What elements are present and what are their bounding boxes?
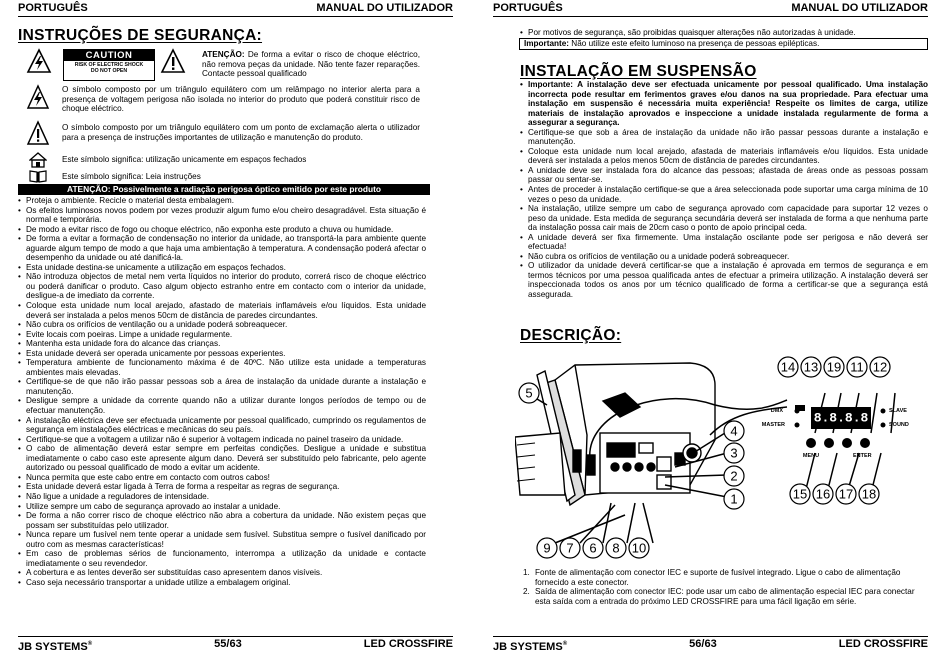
callout-10	[629, 538, 649, 558]
footer-page-number: 55/63	[214, 638, 242, 650]
svg-text:2: 2	[730, 468, 738, 484]
caution-line1: RISK OF ELECTRIC SHOCK	[74, 62, 144, 68]
symbol-indoor-text: Este símbolo significa: utilização unicamente em espaços fechados	[62, 155, 307, 164]
section-title-description: DESCRIÇÃO:	[520, 327, 622, 344]
list-item: • Na instalação, utilize sempre um cabo de segurança aprovado com capacidade para suportar 12 vezes o peso da unidade. Esta medida de segurança secundária deverá ser instalada de forma a que nenhuma parte da instalação possa cair mais de 20cm caso o ponto de apoio principal ceda.	[520, 204, 928, 233]
exclamation-triangle-icon	[26, 120, 50, 146]
section-title-safety: INSTRUÇÕES DE SEGURANÇA:	[18, 27, 263, 44]
footer-product: LED CROSSFIRE	[363, 638, 453, 650]
page-footer	[18, 636, 453, 651]
list-item: • Evite locais com poeiras. Limpe a unidade regularmente.	[18, 330, 426, 340]
lightning-warning-icon	[26, 48, 52, 74]
list-item: • Por motivos de segurança, são proibidas quaisquer alterações não autorizadas à unidade.	[520, 28, 935, 38]
callout-8	[606, 538, 626, 558]
device-diagram	[515, 345, 940, 565]
svg-text:8: 8	[612, 540, 620, 556]
list-item: • Não cubra os orifícios de ventilação ou a unidade poderá sobreaquecer.	[520, 252, 928, 262]
list-item: • Coloque esta unidade num local arejado, afastada de materiais inflamáveis e/ou líquidos. Esta unidade deverá ser instalada a pelos menos 50cm de distância de paredes circundantes.	[520, 147, 928, 166]
page-right	[475, 0, 950, 654]
list-item: • A cobertura e as lentes deverão ser substituídas caso apresentem danos visíveis.	[18, 568, 426, 578]
warning-bar: ATENÇÃO: Possivelmente a radiação perigosa óptico emitido por este produto	[18, 184, 430, 195]
header-language: PORTUGUÊS	[493, 2, 563, 14]
list-item: • De forma a não correr risco de choque eléctrico não abra a cobertura da unidade. Não existem peças que possam ser substituídas pelo utilizador.	[18, 511, 426, 530]
callout-6	[583, 538, 603, 558]
display-readout: 8.8.8.8	[813, 410, 869, 426]
svg-text:5: 5	[525, 385, 533, 401]
svg-text:13: 13	[803, 359, 819, 375]
svg-text:19: 19	[826, 359, 842, 375]
attention-text-block	[202, 50, 420, 79]
svg-text:18: 18	[861, 486, 877, 502]
list-item: • Mantenha esta unidade fora do alcance das crianças.	[18, 339, 426, 349]
list-item: • A unidade deve ser instalada fora do alcance das pessoas; afastada de áreas onde as pessoas possam passar ou sentar-se.	[520, 166, 928, 185]
device-body	[515, 363, 715, 505]
svg-text:17: 17	[838, 486, 854, 502]
panel-label-sound: SOUND	[889, 422, 909, 428]
exclamation-warning-icon	[160, 48, 186, 74]
list-item: • Proteja o ambiente. Recicle o material desta embalagem.	[18, 196, 426, 206]
top-bullet-list	[520, 28, 935, 38]
svg-text:14: 14	[780, 359, 796, 375]
list-item: • Esta unidade deverá ser operada unicamente por pessoas experientes.	[18, 349, 426, 359]
list-item: • Nunca repare um fusível nem tente operar a unidade sem fusível. Substitua sempre o fusível danificado por outro com as mesmas características!	[18, 530, 426, 549]
symbol-read-text: Este símbolo significa: Leia instruções	[62, 172, 201, 181]
list-item: • Coloque esta unidade num local arejado, afastado de materiais inflamáveis e/ou líquidos. Esta unidade deverá ser instalada a pelos menos 50cm de distância de paredes circundantes.	[18, 301, 426, 320]
list-item: • De modo a evitar risco de fogo ou choque eléctrico, não exponha este produto a chuva ou humidade.	[18, 225, 426, 235]
list-item: • Não cubra os orifícios de ventilação ou a unidade poderá sobreaquecer.	[18, 320, 426, 330]
callout-2	[724, 466, 744, 486]
list-item: • Certifique-se de que não irão passar pessoas sob a área de instalação da unidade durante a instalação e manutenção.	[18, 377, 426, 396]
callout-18	[859, 484, 879, 504]
list-item: • Os efeitos luminosos novos podem por vezes produzir algum fumo e/ou cheiro desagradável. Esta situação é normal e temporária.	[18, 206, 426, 225]
item-text: Saída de alimentação com conector IEC: pode usar um cabo de alimentação especial IEC para conectar esta saída com a entrada do próximo LED CROSSFIRE para uma fácil ligação em série.	[535, 587, 915, 606]
callout-7	[560, 538, 580, 558]
item-number: 2.	[523, 587, 530, 597]
attention-text: De forma a evitar o risco de choque eléctrico, não remova peças da unidade. Não tente fazer reparações. Contacte pessoal qualificado	[202, 50, 420, 79]
list-item: • Importante: A instalação deve ser efectuada unicamente por pessoal qualificado. Uma instalação incorrecta pode resultar em ferimentos graves e/ou danos na sua propriedade. Para efectuar uma instalação em suspensão é necessária muita experiência! Respeite os limites de carga, utilize materiais de instalação aprovados e inspeccione a unidade instalada regularmente de forma a assegurar a segurança.	[520, 80, 928, 128]
list-item: • A instalação eléctrica deve ser efectuada unicamente por pessoal qualificado, cumprindo os regulamentos de segurança em instalações eléctricas e mecânicas do seu país.	[18, 416, 426, 435]
panel-label-slave: SLAVE	[889, 408, 907, 414]
important-box	[519, 38, 928, 50]
caution-line2: DO NOT OPEN	[90, 68, 128, 74]
callout-13	[801, 357, 821, 377]
callout-3	[724, 443, 744, 463]
attention-prefix: ATENÇÃO:	[202, 50, 245, 59]
list-item: • Certifique-se que sob a área de instalação da unidade não irão passar pessoas durante a instalação e manutenção.	[520, 128, 928, 147]
list-item: • O utilizador da unidade deverá certificar-se que a instalação é aprovada em termos de segurança e em termos técnicos por uma pessoa qualificada antes de efectuar a primeira utilização. A instalação deverá ser inspeccionada todos os anos por um técnico qualificado de forma a certificar-se que a segurança está assegurada.	[520, 261, 928, 299]
control-panel-zoom	[762, 405, 909, 459]
svg-text:3: 3	[730, 445, 738, 461]
svg-text:7: 7	[566, 540, 574, 556]
footer-page-number: 56/63	[689, 638, 717, 650]
header-title: MANUAL DO UTILIZADOR	[316, 2, 453, 14]
list-item: • Desligue sempre a unidade da corrente quando não a utilizar durante longos períodos de tempo ou de efectuar manutenção.	[18, 396, 426, 415]
safety-bullet-list	[18, 196, 426, 587]
callout-1	[724, 489, 744, 509]
footer-product: LED CROSSFIRE	[838, 638, 928, 650]
section-title-install: INSTALAÇÃO EM SUSPENSÃO	[520, 63, 757, 80]
item-text: Fonte de alimentação com conector IEC e suporte de fusível integrado. Ligue o cabo de alimentação fornecido a este conector.	[535, 568, 901, 587]
panel-label-dmx: DMX	[770, 408, 783, 414]
list-item: • Nunca permita que este cabo entre em contacto com outros cabos!	[18, 473, 426, 483]
panel-label-menu: MENU	[802, 453, 820, 459]
callout-4	[724, 421, 744, 441]
header-language: PORTUGUÊS	[18, 2, 88, 14]
svg-text:1: 1	[730, 491, 738, 507]
numbered-item	[523, 587, 928, 606]
svg-text:9: 9	[543, 540, 551, 556]
caution-label	[63, 49, 155, 81]
svg-text:6: 6	[589, 540, 597, 556]
symbol-lightning-text: O símbolo composto por um triângulo equilátero com um relâmpago no interior alerta para a presença de voltagem perigosa não isolada no interior do produto que poderá constituir risco de choque eléctrico.	[62, 85, 420, 114]
list-item: • De forma a evitar a formação de condensação no interior da unidade, ao transportá-la para ambiente quente aguarde algum tempo de modo a que haja uma ambientação à temperatura. A condensação poderá afectar o desempenho da unidade ou até danificá-la.	[18, 234, 426, 263]
list-item: • Esta unidade deverá estar ligada à Terra de forma a respeitar as regras de segurança.	[18, 482, 426, 492]
list-item: • O cabo de alimentação deverá estar sempre em perfeitas condições. Desligue a unidade e substitua imediatamente o cabo caso este apresente algum dano. Deverá ser substituído pelo fabricante, pelo agente autorizado ou pessoal qualificado de modo a evitar um acidente.	[18, 444, 426, 473]
list-item: • Esta unidade destina-se unicamente a utilização em espaços fechados.	[18, 263, 426, 273]
callout-16	[813, 484, 833, 504]
list-item: • Utilize sempre um cabo de segurança aprovado ao instalar a unidade.	[18, 502, 426, 512]
page-header	[18, 2, 453, 17]
callout-15	[790, 484, 810, 504]
panel-label-master: MASTER	[761, 422, 785, 428]
svg-text:11: 11	[850, 359, 864, 375]
svg-text:12: 12	[872, 359, 888, 375]
list-item: • Em caso de problemas sérios de funcionamento, interrompa a utilização da unidade e contacte imediatamente o seu revendedor.	[18, 549, 426, 568]
callout-5	[519, 383, 539, 403]
list-item: • Não introduza objectos de metal nem verta líquidos no interior do produto, correrá risco de choque eléctrico ou poderá danificar o produto. Caso algum objecto estranho entre em contacto com o interior da unidade, desligue-a de imediato da corrente.	[18, 272, 426, 301]
svg-text:4: 4	[730, 423, 738, 439]
svg-text:15: 15	[792, 486, 808, 502]
callout-9	[537, 538, 557, 558]
list-item: • Antes de proceder à instalação certifique-se que a área seleccionada pode suportar uma carga mínima de 10 vezes o peso da unidade.	[520, 185, 928, 204]
callout-19	[824, 357, 844, 377]
list-item: • A unidade deverá ser fixa firmemente. Uma instalação oscilante pode ser perigosa e não deverá ser efectuada!	[520, 233, 928, 252]
install-bullet-list	[520, 80, 928, 300]
callout-14	[778, 357, 798, 377]
callout-12	[870, 357, 890, 377]
item-number: 1.	[523, 568, 530, 577]
list-item: • Caso seja necessário transportar a unidade utilize a embalagem original.	[18, 578, 426, 588]
read-instructions-icon	[29, 169, 47, 183]
page-header	[493, 2, 928, 17]
footer-reg: ®	[87, 641, 93, 647]
numbered-item	[523, 568, 928, 587]
symbol-exclamation-text: O símbolo composto por um triângulo equilátero com um ponto de exclamação alerta o utilizador para a presença de instruções importantes de utilização e manutenção do produto.	[62, 123, 420, 142]
caution-title: CAUTION	[64, 50, 154, 61]
important-text: Não utilize este efeito luminoso na presença de pessoas epilépticas.	[569, 39, 820, 48]
list-item: • Certifique-se que a voltagem a utilizar não é superior à voltagem indicada no painel traseiro da unidade.	[18, 435, 426, 445]
svg-text:16: 16	[815, 486, 831, 502]
list-item: • Temperatura ambiente de funcionamento máxima é de 40ºC. Não utilize esta unidade a temperaturas ambientes mais elevadas.	[18, 358, 426, 377]
important-label: Importante:	[524, 39, 570, 48]
footer-brand: JB SYSTEMS	[493, 640, 563, 653]
description-numbered-list	[523, 568, 928, 606]
list-item: • Não ligue a unidade a reguladores de intensidade.	[18, 492, 426, 502]
indoor-use-icon	[29, 152, 47, 168]
callout-11	[847, 357, 867, 377]
panel-label-enter: ENTER	[853, 453, 872, 459]
callout-17	[836, 484, 856, 504]
lightning-triangle-icon	[26, 84, 50, 110]
page-footer	[493, 636, 928, 651]
footer-reg: ®	[562, 641, 568, 647]
footer-brand: JB SYSTEMS	[18, 640, 88, 653]
header-title: MANUAL DO UTILIZADOR	[791, 2, 928, 14]
svg-text:10: 10	[631, 540, 647, 556]
